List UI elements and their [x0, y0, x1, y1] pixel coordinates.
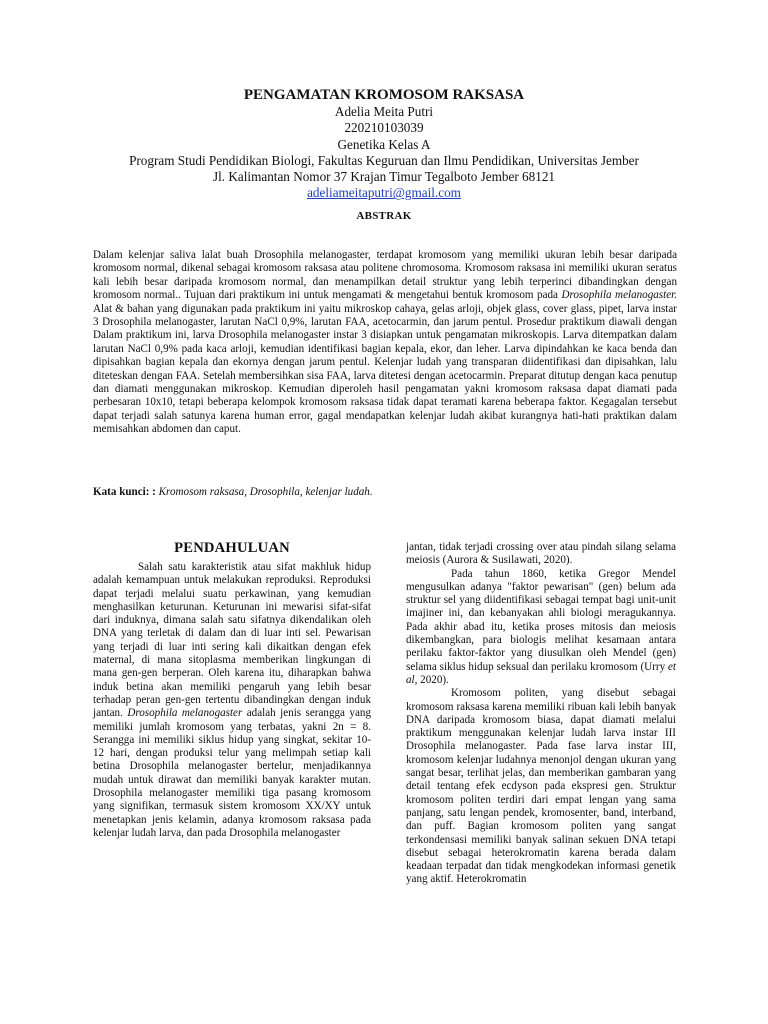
intro-p2-part-2: 2020).: [417, 673, 449, 686]
intro-p2-italic: et al,: [406, 660, 676, 686]
paper-header: [0, 86, 768, 202]
intro-paragraph-continued: jantan, tidak terjadi crossing over atau pindah silang selama meiosis (Aurora & Susilawati, 2020).: [406, 541, 676, 567]
class-name: Genetika Kelas A: [337, 136, 431, 152]
affiliation: Program Studi Pendidikan Biologi, Fakultas Keguruan dan Ilmu Pendidikan, Universitas Jember: [129, 152, 639, 168]
abstract-heading: ABSTRAK: [356, 210, 412, 222]
left-column: [93, 540, 371, 840]
intro-paragraph-3: Kromosom politen, yang disebut sebagai kromosom raksasa karena memiliki ribuan kali lebih banyak DNA daripada kromosom biasa, dapat diamati melalui praktikum menggunakan kelenjar ludah larva instar III Drosophila melanogaster. Pada fase larva instar III, kromosom kelenjar ludahnya menonjol dengan ukuran yang sangat besar, terlihat jelas, dan memberikan gambaran yang detail tentang efek ecdyson pada ekspresi gen. Struktur kromosom politen terdiri dari empat lengan yang sama panjang, satu lengan pendek, kromosenter, band, interband, dan puff. Bagian kromosom politen yang sangat terkondensasi memiliki banyak salinan sekuen DNA tetapi disebut sebagai heterokromatin karena berada dalam keadaan terpadat dan tidak mengkodekan informasi genetik yang aktif. Heterokromatin: [406, 687, 676, 886]
intro-paragraph-2: [406, 568, 676, 688]
author-name: Adelia Meita Putri: [334, 104, 434, 119]
intro-p1-part-1: Salah satu karakteristik atau sifat makhluk hidup adalah kemampuan untuk melakukan reproduksi. Reproduksi dapat terjadi melalui suatu perkawinan, yang kemudian menghasilkan keturunan. Keturunan ini mewarisi sifat-sifat dari induknya, dimana salah satu sifatnya dikendalikan oleh DNA yang terletak di dalam dan di luar inti sel. Pewarisan yang terjadi di luar inti sering kali dikaitkan dengan efek maternal, di mana sitoplasma memberikan lingkungan di mana gen-gen berperan. Oleh karena itu, diharapkan bahwa induk betina akan memiliki pengaruh yang lebih besar terhadap peran gen-gen tertentu dibandingkan dengan induk jantan.: [93, 561, 371, 720]
abstract-part-2: Alat & bahan yang digunakan pada praktikum ini yaitu mikroskop cahaya, gelas arloji, objek glass, cover glass, pipet, larva instar 3 Drosophila melanogaster, larutan NaCl 0,9%, larutan FAA, acetocarmin, dan jarum pentul. Prosedur praktikum diawali dengan Dalam praktikum ini, larva Drosophila melanogaster instar 3 disiapkan untuk pengamatan mikroskopis. Larva ditempatkan dalam larutan NaCl 0,9% pada kaca arloji, kemudian identifikasi bagian kepala, ekor, dan leher. Larva dipindahkan ke kaca benda dan dipisahkan bagian kepala dan ekornya dengan jarum pentul. Kelenjar ludah yang transparan diidentifikasi dan dipisahkan, lalu diteteskan dengan FAA. Setelah membersihkan sisa FAA, larva ditetesi dengan acetocarmin. Preparat ditutup dengan kaca penutup dan diamati menggunakan mikroskop. Kemudian diperoleh hasil pengamatan yakni kromosom raksasa dapat diamati pada perbesaran 10x10, tetapi beberapa kelompok kromosom raksasa tidak dapat teramati karena beberapa faktor. Kegagalan tersebut dapat terjadi salah satunya karena human error, gagal mendapatkan kelenjar ludah akibat kurangnya hati-hati praktikan dalam memisahkan abdomen dan caput.: [93, 302, 677, 436]
keywords-value: Kromosom raksasa, Drosophila, kelenjar ludah.: [158, 486, 373, 498]
address: Jl. Kalimantan Nomor 37 Krajan Timur Tegalboto Jember 68121: [212, 169, 556, 185]
abstract-text: [93, 249, 677, 437]
student-id: 220210103039: [344, 120, 424, 136]
email-link[interactable]: adeliameitaputri@gmail.com: [307, 185, 461, 201]
abstract-part-1: Dalam kelenjar saliva lalat buah Drosophila melanogaster, terdapat kromosom yang memiliki ukuran lebih besar daripada kromosom normal, dikenal sebagai kromosom raksasa atau politene chromosoma. Kromosom raksasa ini memiliki ukuran seratus kali lebih besar daripada kromosom normal, dan menampilkan detail struktur yang lebih terperinci dibandingkan dengan kromosom normal.. Tujuan dari praktikum ini untuk mengamati & mengetahui bentuk kromosom pada: [93, 249, 677, 302]
intro-paragraph-1: [93, 561, 371, 840]
intro-p1-italic: Drosophila melanogaster: [127, 707, 243, 720]
right-column: [406, 541, 676, 887]
paper-title: PENGAMATAN KROMOSOM RAKSASA: [243, 87, 525, 103]
keywords: [93, 485, 677, 499]
section-heading-pendahuluan: PENDAHULUAN: [174, 540, 290, 556]
intro-p2-part-1: Pada tahun 1860, ketika Gregor Mendel mengusulkan adanya "faktor pewarisan" (gen) belum ada struktur sel yang diidentifikasi sebagai tempat bagi unit-unit imajiner ini, dan kebanyakan ahli biologi meragukannya. Pada akhir abad itu, ketika proses mitosis dan meiosis dikembangkan, para biologis melihat kesamaan antara perilaku faktor-faktor yang diusulkan oleh Mendel (gen) selama siklus hidup seksual dan perilaku kromosom (Urry: [406, 567, 676, 673]
abstract-italic: Drosophila melanogaster.: [561, 289, 677, 302]
intro-p1-part-2: adalah jenis serangga yang memiliki jumlah kromosom yang terbatas, yakni 2n = 8. Serangga ini memiliki siklus hidup yang singkat, sekitar 10-12 hari, dengan produksi telur yang melimpah setiap kali betina Drosophila melanogaster bertelur, menjadikannya mudah untuk dirawat dan memiliki banyak karakter mutan. Drosophila melanogaster memiliki tiga pasang kromosom yang signifikan, termasuk sistem kromosom XX/XY untuk menetapkan jenis kelamin, adanya kromosom raksasa pada kelenjar ludah larva, dan pada Drosophila melanogaster: [93, 707, 371, 839]
keywords-label: Kata kunci: :: [93, 486, 156, 498]
